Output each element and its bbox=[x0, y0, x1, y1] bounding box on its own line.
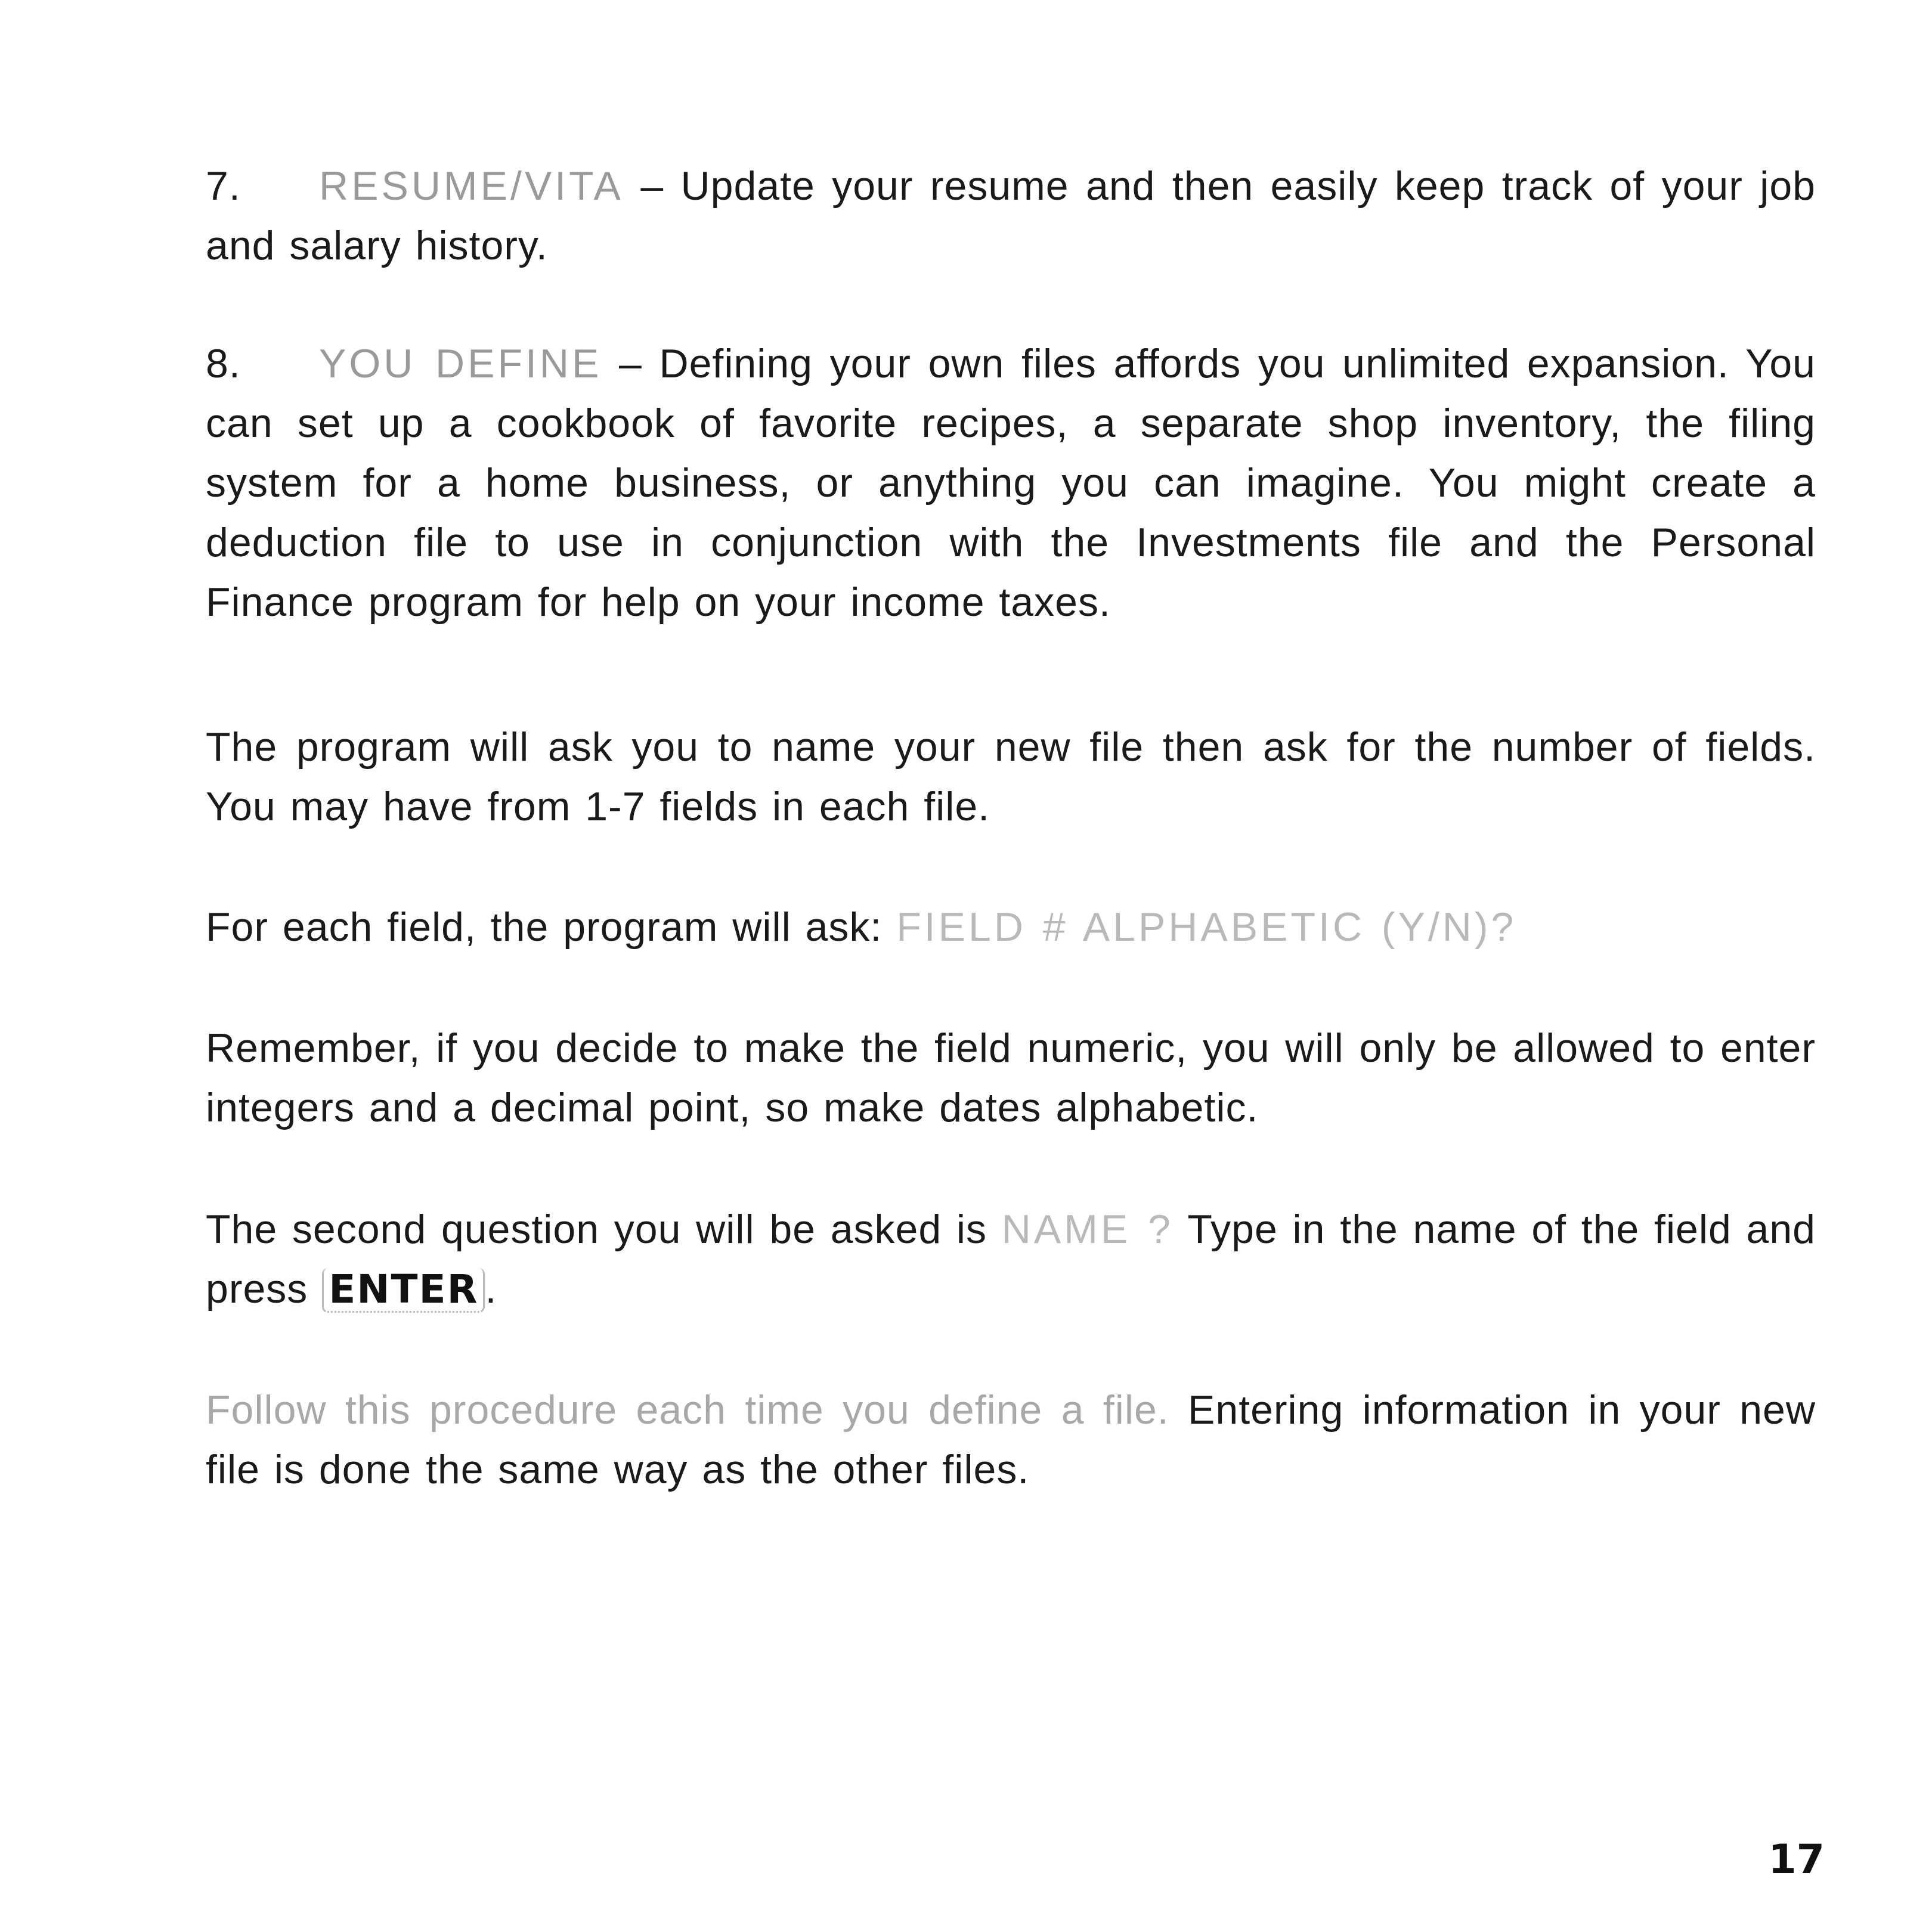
second-question-paragraph bbox=[206, 1199, 1816, 1319]
field-prompt-intro: For each field, the program will ask: bbox=[206, 904, 897, 950]
entering-info-sentence: Entering information in your new file is done the same way as the other files. bbox=[206, 1387, 1816, 1492]
second-question-intro: The second question you will be asked is bbox=[206, 1207, 1002, 1252]
item-7-paragraph bbox=[206, 156, 1816, 275]
page-number: 17 bbox=[1768, 1836, 1825, 1883]
numeric-note-paragraph: Remember, if you decide to make the field numeric, you will only be allowed to enter integers and a decimal point, so make dates alphabetic. bbox=[206, 1025, 1816, 1130]
follow-procedure-sentence: Follow this procedure each time you define a file. bbox=[206, 1387, 1169, 1433]
name-prompt: NAME ? bbox=[1001, 1207, 1174, 1252]
second-question-instruction: Type in the name of the field and press bbox=[206, 1207, 1816, 1312]
field-prompt-paragraph bbox=[206, 897, 1816, 957]
item-8-title: YOU DEFINE bbox=[319, 341, 602, 386]
field-alphabetic-prompt: FIELD # ALPHABETIC (Y/N)? bbox=[896, 904, 1517, 950]
enter-key-label: ENTER bbox=[322, 1268, 485, 1313]
fields-paragraph: The program will ask you to name your new file then ask for the number of fields. You may have from 1-7 fields in each file. bbox=[206, 724, 1816, 829]
item-7-number: 7. bbox=[206, 163, 241, 209]
second-question-end: . bbox=[485, 1266, 497, 1312]
item-8-body: – Defining your own files affords you unlimited expansion. You can set up a cookbook of favorite recipes, a separate shop inventory, the filing system for a home business, or anything you can imagine. You might create a deduction file to use in conjunction with the Investments file and the Personal Finance program for help on your income taxes. bbox=[206, 341, 1816, 625]
item-8-paragraph bbox=[206, 334, 1816, 632]
item-7-title: RESUME/VITA bbox=[319, 163, 624, 209]
item-7-body: – Update your resume and then easily keep track of your job and salary history. bbox=[206, 163, 1816, 268]
follow-procedure-paragraph bbox=[206, 1380, 1816, 1499]
item-8-number: 8. bbox=[206, 341, 241, 386]
